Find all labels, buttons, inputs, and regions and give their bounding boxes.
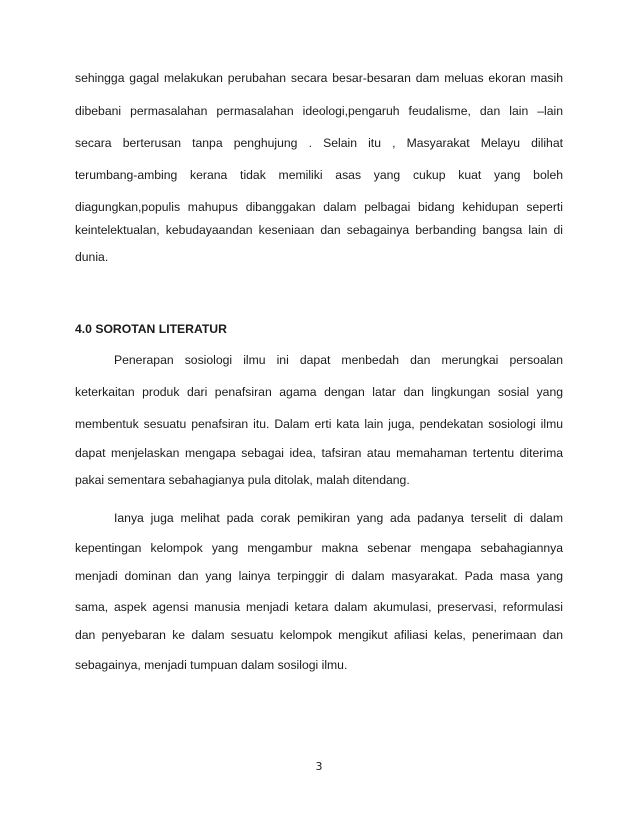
paragraph-line: keterkaitan produk dari penafsiran agama dengan latar dan lingkungan sosial yang (75, 385, 563, 399)
paragraph-line: Penerapan sosiologi ilmu ini dapat menbedah dan merungkai persoalan (114, 353, 563, 367)
paragraph-line: kepentingan kelompok yang mengambur makna sebenar mengapa sebahagiannya (75, 541, 563, 555)
section-heading: 4.0 SOROTAN LITERATUR (75, 322, 227, 336)
paragraph-line: sebagainya, menjadi tumpuan dalam sosilogi ilmu. (75, 658, 348, 672)
paragraph-line: terumbang-ambing kerana tidak memiliki asas yang cukup kuat yang boleh (75, 168, 563, 182)
paragraph-line: membentuk sesuatu penafsiran itu. Dalam erti kata lain juga, pendekatan sosiologi ilmu (75, 417, 563, 431)
paragraph-line: dan penyebaran ke dalam sesuatu kelompok mengikut afiliasi kelas, penerimaan dan (75, 628, 563, 642)
paragraph-line: sama, aspek agensi manusia menjadi ketara dalam akumulasi, preservasi, reformulasi (75, 600, 563, 614)
paragraph-line: sehingga gagal melakukan perubahan secara besar-besaran dam meluas ekoran masih (75, 71, 563, 85)
paragraph-line: dibebani permasalahan permasalahan ideologi,pengaruh feudalisme, dan lain –lain (75, 104, 563, 118)
paragraph-line: dunia. (75, 250, 109, 264)
paragraph-line: secara berterusan tanpa penghujung . Selain itu , Masyarakat Melayu dilihat (75, 136, 563, 150)
paragraph-line: diagungkan,populis mahupus dibanggakan dalam pelbagai bidang kehidupan seperti (75, 200, 563, 214)
paragraph-line: keintelektualan, kebudayaandan keseniaan dan sebagainya berbanding bangsa lain di (75, 223, 563, 237)
paragraph-line: Ianya juga melihat pada corak pemikiran yang ada padanya terselit di dalam (114, 511, 563, 525)
paragraph-line: dapat menjelaskan mengapa sebagai idea, tafsiran atau memahaman tertentu diterima (75, 446, 563, 460)
paragraph-line: menjadi dominan dan yang lainya terpinggir di dalam masyarakat. Pada masa yang (75, 569, 563, 583)
paragraph-line: pakai sementara sebahagianya pula ditolak, malah ditendang. (75, 473, 410, 487)
page-number: 3 (315, 760, 323, 773)
